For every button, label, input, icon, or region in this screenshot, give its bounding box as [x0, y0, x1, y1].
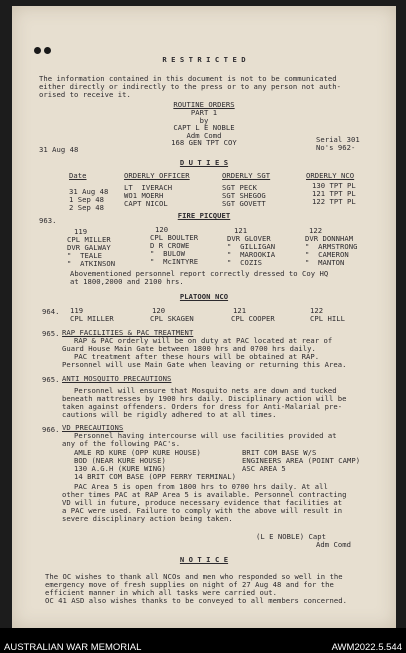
- duties-col-sgt: ORDERLY SGT: [222, 171, 271, 180]
- picquet-name: " ATKINSON: [67, 259, 116, 268]
- duties-row-sgt: SGT PECK: [222, 183, 258, 192]
- picquet-name: " CAMERON: [305, 250, 349, 259]
- picquet-name: CPL BOULTER: [150, 233, 199, 242]
- picquet-name: " GILLIGAN: [227, 242, 276, 251]
- picquet-name: " TEALE: [67, 251, 103, 260]
- notice-body-line: The OC wishes to thank all NCOs and men who responded so well in the: [45, 572, 343, 581]
- duties-row-nco: 122 TPT PL: [312, 197, 356, 206]
- duties-row-date: 2 Sep 48: [69, 203, 105, 212]
- picquet-note: Abovementioned personnel report correctly dressed to Coy HQ: [70, 269, 329, 278]
- notice-body-line: efficient manner in which all tasks were carried out.: [45, 588, 277, 597]
- rap-line: Guard House Main Gate between 1800 hrs and 0700 hrs daily.: [62, 344, 316, 353]
- mosquito-line: taken against offenders. Orders for dress for Anti-Malarial pre-: [62, 402, 343, 411]
- duties-col-officer: ORDERLY OFFICER: [124, 171, 190, 180]
- picquet-name: " MAROOKIA: [227, 250, 276, 259]
- vd-line: a PAC were used. Failure to comply with the above will result in: [62, 506, 343, 515]
- pac-location: AMLE RD KURE (OPP KURE HOUSE): [74, 448, 201, 457]
- fire-picquet-heading: FIRE PICQUET: [177, 211, 231, 220]
- rap-line: PAC treatment after these hours will be obtained at RAP.: [74, 352, 320, 361]
- notice-body-line: emergency move of fresh supplies on night of 27 Aug 48 and for the: [45, 580, 334, 589]
- classification: R E S T R I C T E D: [162, 55, 246, 64]
- duties-row-nco: 121 TPT PL: [312, 189, 356, 198]
- unit-name: 168 GEN TPT COY: [171, 138, 237, 147]
- mosquito-line: beneath mattresses by 1900 hrs daily. Disciplinary action will be: [62, 394, 347, 403]
- orders-by: by: [199, 116, 209, 125]
- platoon-nco-heading: PLATOON NCO: [179, 292, 229, 301]
- nco-name: CPL MILLER: [70, 314, 114, 323]
- serial-number: Serial 301: [316, 135, 360, 144]
- picquet-name: " COZIS: [227, 258, 263, 267]
- notice-line: orised to receive it.: [39, 90, 131, 99]
- item-number: 966.: [42, 425, 60, 434]
- picquet-name: CPL MILLER: [67, 235, 111, 244]
- duties-col-nco: ORDERLY NCO: [306, 171, 355, 180]
- nco-unit: 122: [310, 306, 324, 315]
- nco-name: CPL HILL: [310, 314, 346, 323]
- pac-location: BRIT COM BASE W/S: [242, 448, 317, 457]
- pac-location: 130 A.G.H (KURE WING): [74, 464, 166, 473]
- orders-part: PART 1: [190, 108, 218, 117]
- nco-name: CPL COOPER: [231, 314, 275, 323]
- document-page: [12, 6, 396, 628]
- pac-location: ASC AREA 5: [242, 464, 286, 473]
- picquet-unit: 120: [155, 225, 169, 234]
- footer-accession: AWM2022.5.544: [331, 642, 402, 653]
- nco-unit: 121: [233, 306, 247, 315]
- duties-row-officer: WO1 MOERH: [124, 191, 164, 200]
- rap-line: Personnel will use Main Gate when leaving or returning this Area.: [62, 360, 347, 369]
- footer-bar: [0, 628, 406, 653]
- notice-heading: N O T I C E: [179, 555, 229, 564]
- picquet-name: DVR GALWAY: [67, 243, 111, 252]
- nco-unit: 120: [152, 306, 166, 315]
- item-number: 965.: [42, 329, 60, 338]
- rap-line: RAP & PAC orderly will be on duty at PAC located at rear of: [74, 336, 333, 345]
- signature-name: (L E NOBLE) Capt: [256, 532, 327, 541]
- picquet-unit: 119: [74, 227, 88, 236]
- vd-line: severe disciplinary action being taken.: [62, 514, 233, 523]
- nco-unit: 119: [70, 306, 84, 315]
- footer-credit: AUSTRALIAN WAR MEMORIAL: [4, 642, 142, 653]
- picquet-unit: 122: [309, 226, 323, 235]
- signature-role: Adm Comd: [316, 540, 352, 549]
- mosquito-line: cautions will be rigidly adhered to at all times.: [62, 410, 277, 419]
- picquet-name: " McINTYRE: [150, 257, 199, 266]
- duties-row-nco: 130 TPT PL: [312, 181, 356, 190]
- picquet-name: " BULOW: [150, 249, 186, 258]
- vd-line: PAC Area 5 is open from 1800 hrs to 0700 hrs daily. At all: [74, 482, 328, 491]
- punch-hole: [44, 47, 51, 54]
- picquet-name: DVR GLOVER: [227, 234, 271, 243]
- pac-location: ENGINEERS AREA (POINT CAMP): [242, 456, 361, 465]
- duties-row-date: 1 Sep 48: [69, 195, 105, 204]
- duties-row-officer: LT IVERACH: [124, 183, 173, 192]
- picquet-name: " MANTON: [305, 258, 345, 267]
- duties-row-sgt: SGT GOVETT: [222, 199, 266, 208]
- nco-name: CPL SKAGEN: [150, 314, 194, 323]
- duties-heading: D U T I E S: [179, 158, 229, 167]
- pac-location: BOD (NEAR KURE HOUSE): [74, 456, 166, 465]
- orders-role: Adm Comd: [186, 131, 222, 140]
- duties-col-date: Date: [69, 171, 87, 180]
- orders-title: ROUTINE ORDERS: [173, 100, 235, 109]
- mosquito-heading: ANTI MOSQUITO PRECAUTIONS: [62, 374, 172, 383]
- notice-line: either directly or indirectly to the press or to any person not auth-: [39, 82, 342, 91]
- vd-line: other times PAC at RAP Area 5 is available. Personnel contracting: [62, 490, 347, 499]
- rap-heading: RAP FACILITIES & PAC TREATMENT: [62, 328, 194, 337]
- punch-hole: [34, 47, 41, 54]
- item-number: 964.: [42, 307, 60, 316]
- picquet-unit: 121: [234, 226, 248, 235]
- orders-date: 31 Aug 48: [39, 145, 79, 154]
- picquet-name: D R CROWE: [150, 241, 190, 250]
- notice-body-line: OC 41 ASD also wishes thanks to be conveyed to all members concerned.: [45, 596, 348, 605]
- duties-row-officer: CAPT NICOL: [124, 199, 168, 208]
- duties-row-sgt: SGT SHEGOG: [222, 191, 266, 200]
- vd-intro: any of the following PAC's.: [62, 439, 181, 448]
- vd-intro: Personnel having intercourse will use facilities provided at: [74, 431, 337, 440]
- vd-line: VD will in future, produce necessary evidence that facilities at: [62, 498, 343, 507]
- picquet-note: at 1800,2000 and 2100 hrs.: [70, 277, 184, 286]
- orders-author: CAPT L E NOBLE: [173, 123, 235, 132]
- pac-location: 14 BRIT COM BASE (OPP FERRY TERMINAL): [74, 472, 236, 481]
- picquet-name: " ARMSTRONG: [305, 242, 358, 251]
- item-number: 963.: [39, 216, 57, 225]
- item-number: 965.: [42, 375, 60, 384]
- duties-row-date: 31 Aug 48: [69, 187, 109, 196]
- picquet-name: DVR DONNHAM: [305, 234, 354, 243]
- order-numbers: No's 962-: [316, 143, 356, 152]
- notice-line: The information contained in this document is not to be communicated: [39, 74, 337, 83]
- vd-heading: VD PRECAUTIONS: [62, 423, 124, 432]
- mosquito-line: Personnel will ensure that Mosquito nets are down and tucked: [74, 386, 337, 395]
